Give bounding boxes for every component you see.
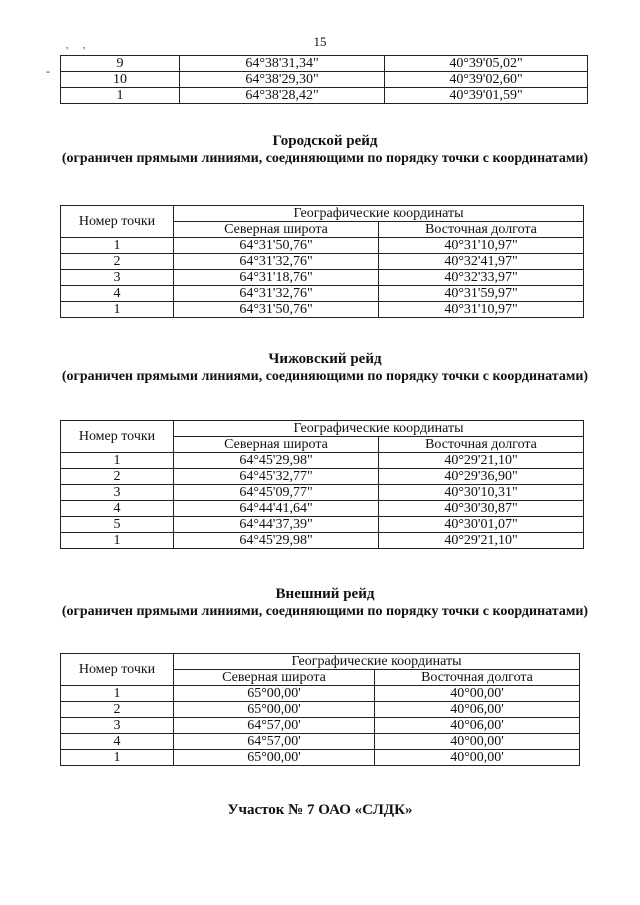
table-cell: Чижовский рейд — [268, 351, 382, 367]
table-row — [61, 88, 588, 104]
coordinates-table-vneshniy — [60, 653, 580, 766]
table-cell: 64°57,00' — [174, 734, 375, 750]
table-cell: 65°00,00' — [174, 686, 375, 702]
table-cell: 64°44'41,64" — [174, 501, 379, 517]
table-cell: 64°38'31,34" — [180, 56, 385, 72]
page-number: 15 — [313, 34, 327, 49]
table-cell: 40°00,00' — [375, 734, 580, 750]
table-cell: 40°29'36,90" — [379, 469, 584, 485]
section-heading-gorodskoy — [60, 132, 590, 168]
table-cell: 1 — [61, 453, 174, 469]
table-row — [61, 686, 580, 702]
table-cell: 40°06,00' — [375, 718, 580, 734]
table-cell: 1 — [61, 533, 174, 549]
table-cell: 40°39'02,60" — [385, 72, 588, 88]
table-cell: 64°45'29,98" — [174, 533, 379, 549]
scan-specks: , , — [66, 40, 92, 51]
table-cell: 40°31'10,97" — [379, 302, 584, 318]
table-cell: 2 — [61, 254, 174, 270]
table-cell: 40°00,00' — [375, 750, 580, 766]
table-cell: 4 — [61, 734, 174, 750]
section-7-title: Участок № 7 ОАО «СЛДК» — [227, 802, 413, 818]
table-row — [61, 501, 584, 517]
table-cell: 64°38'28,42" — [180, 88, 385, 104]
table-cell: 40°31'59,97" — [379, 286, 584, 302]
table-cell: 4 — [61, 286, 174, 302]
table-cell: (ограничен прямыми линиями, соединяющими по порядку точки с координатами) — [61, 151, 589, 166]
col-coords-header: Географические координаты — [174, 654, 580, 670]
col-point-header: Номер точки — [61, 654, 174, 686]
table-cell: 64°31'32,76" — [174, 286, 379, 302]
coordinates-table-chizhovsky — [60, 420, 584, 549]
table-cell: 3 — [61, 718, 174, 734]
table-cell: 64°57,00' — [174, 718, 375, 734]
table-cell: 1 — [61, 238, 174, 254]
col-lon-header: Восточная долгота — [379, 437, 584, 453]
table-cell: 40°29'21,10" — [379, 453, 584, 469]
table-row — [61, 56, 588, 72]
table-cell: 1 — [61, 686, 174, 702]
table-row — [61, 517, 584, 533]
table-cell: 64°31'32,76" — [174, 254, 379, 270]
table-row — [61, 702, 580, 718]
table-row — [61, 254, 584, 270]
table-row — [61, 718, 580, 734]
table-cell: 3 — [61, 485, 174, 501]
table-cell: 2 — [61, 702, 174, 718]
table-cell: Городской рейд — [272, 133, 378, 149]
top-coordinates-table — [60, 55, 588, 104]
table-cell: 4 — [61, 501, 174, 517]
col-coords-header: Географические координаты — [174, 421, 584, 437]
table-cell: Внешний рейд — [275, 586, 375, 602]
col-lat-header: Северная широта — [174, 670, 375, 686]
table-cell: 40°32'33,97" — [379, 270, 584, 286]
margin-mark: - — [46, 64, 50, 78]
table-cell: 64°31'50,76" — [174, 302, 379, 318]
table-row — [61, 72, 588, 88]
table-row — [61, 270, 584, 286]
table-cell: 3 — [61, 270, 174, 286]
table-row — [61, 533, 584, 549]
table-cell: 40°29'21,10" — [379, 533, 584, 549]
table-cell: 40°31'10,97" — [379, 238, 584, 254]
table-cell: 10 — [61, 72, 180, 88]
table-cell: 1 — [61, 88, 180, 104]
table-cell: 40°06,00' — [375, 702, 580, 718]
table-cell: 64°45'09,77" — [174, 485, 379, 501]
col-point-header: Номер точки — [61, 206, 174, 238]
table-cell: 64°31'50,76" — [174, 238, 379, 254]
table-cell: 40°00,00' — [375, 686, 580, 702]
col-coords-header: Географические координаты — [174, 206, 584, 222]
table-cell: 40°39'05,02" — [385, 56, 588, 72]
table-row — [61, 734, 580, 750]
table-row — [61, 750, 580, 766]
section-heading-vneshniy — [60, 585, 590, 621]
table-cell: 64°45'29,98" — [174, 453, 379, 469]
table-cell: (ограничен прямыми линиями, соединяющими по порядку точки с координатами) — [61, 604, 589, 619]
table-cell: 9 — [61, 56, 180, 72]
col-lat-header: Северная широта — [174, 222, 379, 238]
table-row — [61, 238, 584, 254]
section-heading-chizhovsky — [60, 350, 590, 386]
table-cell: 64°44'37,39" — [174, 517, 379, 533]
col-lon-header: Восточная долгота — [375, 670, 580, 686]
coordinates-table-gorodskoy — [60, 205, 584, 318]
table-row — [61, 302, 584, 318]
table-row — [61, 485, 584, 501]
table-cell: 40°32'41,97" — [379, 254, 584, 270]
table-cell: 65°00,00' — [174, 702, 375, 718]
table-cell: 40°39'01,59" — [385, 88, 588, 104]
col-point-header: Номер точки — [61, 421, 174, 453]
table-cell: 40°30'01,07" — [379, 517, 584, 533]
table-row — [61, 286, 584, 302]
table-cell: 1 — [61, 302, 174, 318]
col-lat-header: Северная широта — [174, 437, 379, 453]
table-cell: 64°38'29,30" — [180, 72, 385, 88]
table-cell: 40°30'30,87" — [379, 501, 584, 517]
table-cell: 65°00,00' — [174, 750, 375, 766]
table-cell: 1 — [61, 750, 174, 766]
table-cell: 2 — [61, 469, 174, 485]
table-cell: 64°31'18,76" — [174, 270, 379, 286]
table-row — [61, 469, 584, 485]
table-cell: (ограничен прямыми линиями, соединяющими по порядку точки с координатами) — [61, 369, 589, 384]
table-cell: 5 — [61, 517, 174, 533]
table-cell: 64°45'32,77" — [174, 469, 379, 485]
table-row — [61, 453, 584, 469]
table-cell: 40°30'10,31" — [379, 485, 584, 501]
col-lon-header: Восточная долгота — [379, 222, 584, 238]
